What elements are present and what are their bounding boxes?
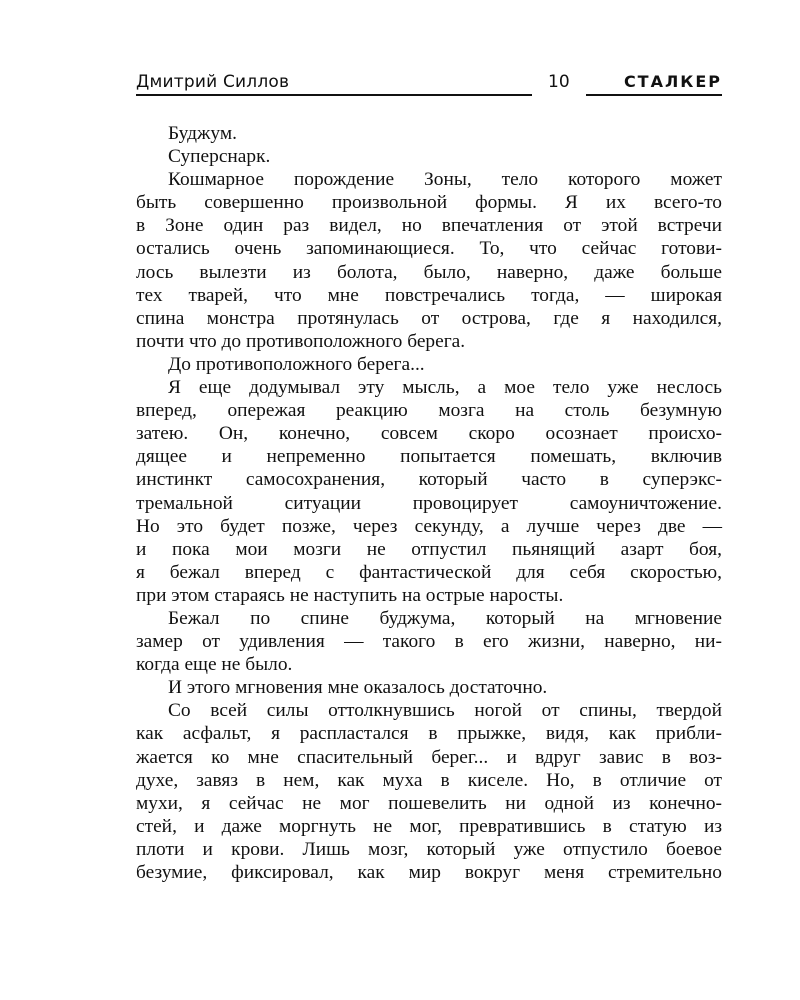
text-line: мухи, я сейчас не мог пошевелить ни одной из конечно-	[136, 792, 722, 814]
text-line: быть совершенно произвольной формы. Я их всего-то	[136, 192, 722, 214]
header-rule-right	[586, 94, 722, 96]
header-rule-left	[136, 94, 532, 96]
text-line: Но это будет позже, через секунду, а лучше через две —	[136, 515, 722, 537]
text-line: остались очень запоминающиеся. То, что сейчас готови-	[136, 238, 722, 260]
text-line: когда еще не было.	[136, 654, 293, 676]
text-line: Бежал по спине буджума, который на мгновение	[168, 607, 722, 629]
text-line: стей, и даже моргнуть не мог, превратившись в статую из	[136, 815, 722, 837]
body-text	[136, 122, 722, 884]
text-line: Я еще додумывал эту мысль, а мое тело уже неслось	[168, 377, 722, 399]
page-number: 10	[548, 72, 570, 92]
text-line: дящее и непременно попытается помешать, включив	[136, 446, 722, 468]
text-line: инстинкт самосохранения, который часто в суперэкс-	[136, 469, 722, 491]
text-line: в Зоне один раз видел, но впечатления от этой встречи	[136, 215, 722, 237]
text-line: Со всей силы оттолкнувшись ногой от спины, твердой	[168, 700, 722, 722]
text-line: И этого мгновения мне оказалось достаточно.	[168, 677, 548, 699]
text-line: безумие, фиксировал, как мир вокруг меня стремительно	[136, 862, 722, 883]
text-line: До противоположного берега...	[168, 353, 425, 375]
series-title: СТАЛКЕР	[623, 72, 722, 91]
text-line: тремальной ситуации провоцирует самоуничтожение.	[136, 492, 722, 514]
header-author: Дмитрий Силлов	[136, 72, 290, 92]
text-line: и пока мои мозги не отпустил пьянящий азарт боя,	[136, 538, 722, 560]
text-line: затею. Он, конечно, совсем скоро осознает происхо-	[136, 423, 722, 445]
text-line: спина монстра протянулась от острова, где я находился,	[136, 307, 722, 329]
running-header	[136, 72, 722, 96]
text-line: почти что до противоположного берега.	[136, 330, 466, 352]
text-line: Суперснарк.	[168, 146, 271, 168]
text-line: Кошмарное порождение Зоны, тело которого может	[168, 169, 722, 191]
text-line: я бежал вперед с фантастической для себя скоростью,	[136, 561, 722, 583]
text-line: как асфальт, я распластался в прыжке, видя, как прибли-	[136, 723, 722, 745]
text-line: жается ко мне спасительный берег... и вдруг завис в воз-	[136, 746, 722, 768]
text-line: тех тварей, что мне повстречались тогда, — широкая	[136, 284, 722, 306]
text-line: духе, завяз в нем, как муха в киселе. Но, в отличие от	[136, 769, 722, 791]
text-line: плоти и крови. Лишь мозг, который уже отпустило боевое	[136, 838, 722, 860]
text-line: Буджум.	[168, 123, 237, 144]
text-line: при этом стараясь не наступить на острые наросты.	[136, 584, 564, 606]
text-line: замер от удивления — такого в его жизни, наверно, ни-	[136, 631, 722, 653]
text-line: вперед, опережая реакцию мозга на столь безумную	[136, 400, 722, 422]
text-line: лось вылезти из болота, было, наверно, даже больше	[136, 261, 722, 283]
